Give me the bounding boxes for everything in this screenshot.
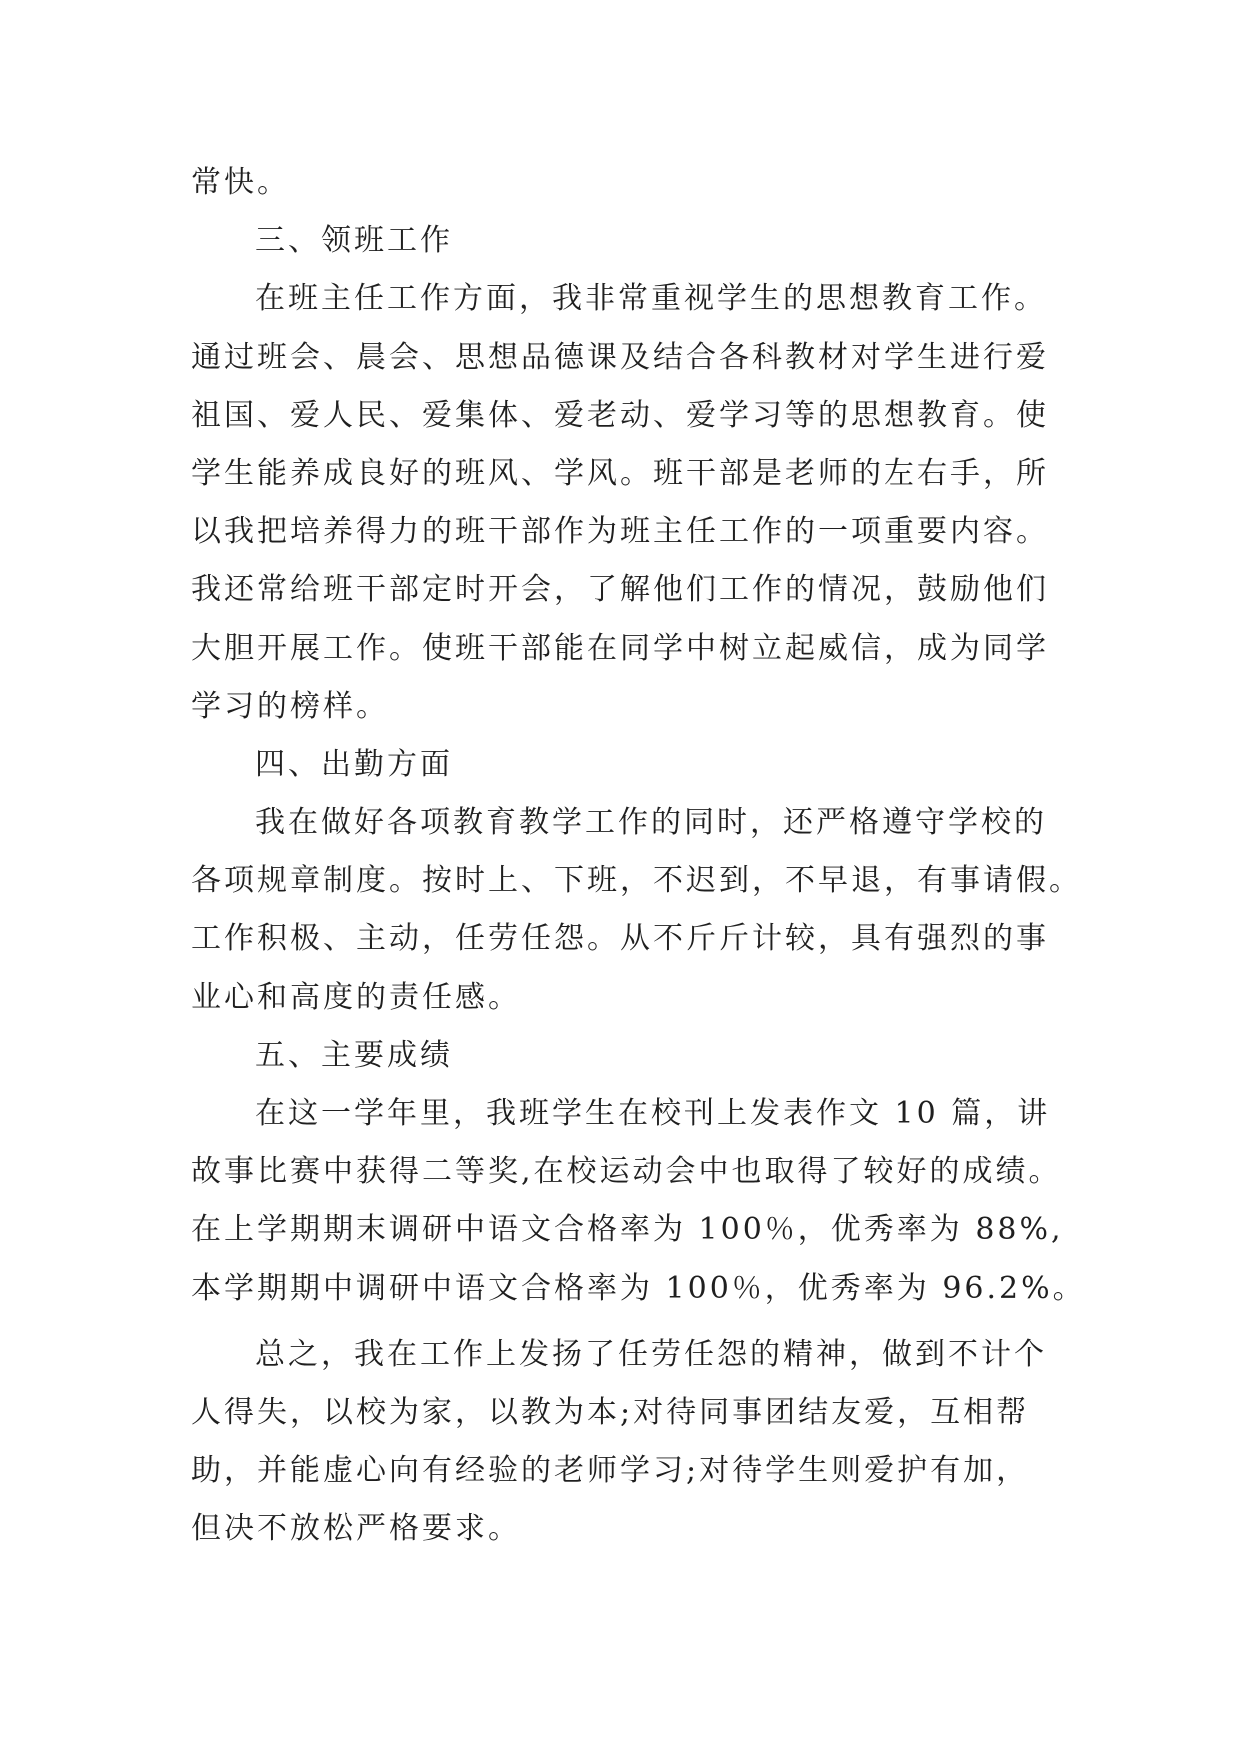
paragraph-line: 各项规章制度。按时上、下班，不迟到，不早退，有事请假。: [191, 863, 1082, 899]
paragraph-line: 学生能养成良好的班风、学风。班干部是老师的左右手，所: [191, 455, 1049, 491]
paragraph-line: 工作积极、主动，任劳任怨。从不斤斤计较，具有强烈的事: [191, 921, 1049, 957]
paragraph-line: 在上学期期末调研中语文合格率为 100％，优秀率为 88%,: [191, 1212, 1064, 1248]
paragraph-line: 常快。: [191, 165, 290, 200]
paragraph-line: 大胆开展工作。使班干部能在同学中树立起威信，成为同学: [191, 630, 1049, 666]
section-heading-achievements: 五、主要成绩: [255, 1037, 453, 1073]
section-heading-lead-class: 三、领班工作: [255, 223, 453, 259]
paragraph-line: 总之，我在工作上发扬了任劳任怨的精神，做到不计个: [255, 1336, 1047, 1372]
paragraph-line: 故事比赛中获得二等奖,在校运动会中也取得了较好的成绩。: [191, 1154, 1062, 1190]
paragraph-line: 在班主任工作方面，我非常重视学生的思想教育工作。: [255, 281, 1047, 317]
paragraph-line: 但决不放松严格要求。: [191, 1511, 521, 1547]
paragraph-line: 祖国、爱人民、爱集体、爱老动、爱学习等的思想教育。使: [191, 397, 1049, 433]
paragraph-line: 本学期期中调研中语文合格率为 100％，优秀率为 96.2%。: [191, 1270, 1086, 1306]
paragraph-line: 学习的榜样。: [191, 688, 389, 724]
document-body: [191, 154, 1086, 1559]
paragraph-line: 人得失，以校为家，以教为本;对待同事团结友爱，互相帮: [191, 1394, 1030, 1430]
paragraph-line: 我在做好各项教育教学工作的同时，还严格遵守学校的: [255, 805, 1047, 841]
section-heading-attendance: 四、出勤方面: [255, 746, 453, 782]
paragraph-line: 助，并能虚心向有经验的老师学习;对待学生则爱护有加，: [191, 1453, 1030, 1489]
paragraph-line: 业心和高度的责任感。: [191, 979, 521, 1015]
paragraph-line: 在这一学年里，我班学生在校刊上发表作文 10 篇，讲: [255, 1096, 1051, 1131]
paragraph-line: 我还常给班干部定时开会，了解他们工作的情况，鼓励他们: [191, 572, 1049, 608]
paragraph-line: 通过班会、晨会、思想品德课及结合各科教材对学生进行爱: [191, 339, 1049, 375]
paragraph-line: 以我把培养得力的班干部作为班主任工作的一项重要内容。: [191, 514, 1049, 550]
